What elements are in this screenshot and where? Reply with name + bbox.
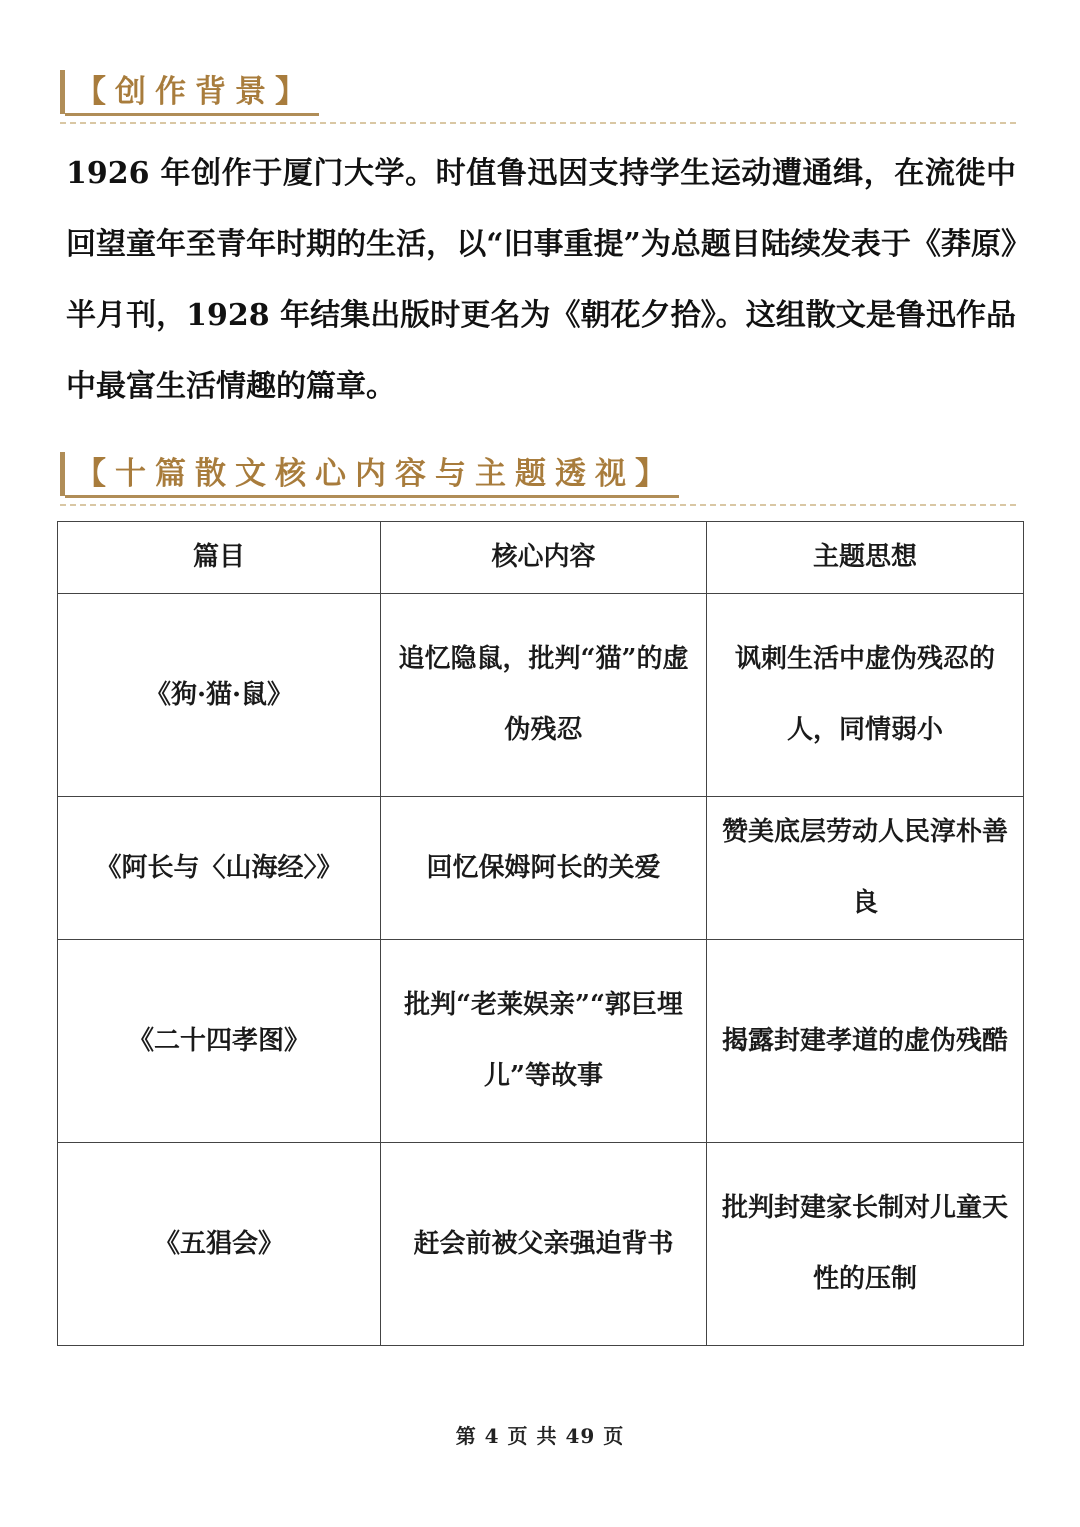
header-title: 篇目 (58, 522, 381, 594)
cell-content: 回忆保姆阿长的关爱 (381, 797, 707, 940)
table-header-row (58, 522, 1024, 594)
section-title-background (60, 70, 315, 114)
cell-content: 追忆隐鼠，批判“猫”的虚伪残忍 (381, 594, 707, 797)
cell-content: 赶会前被父亲强迫背书 (381, 1143, 707, 1346)
intro-paragraph: 1926 年创作于厦门大学。时值鲁迅因支持学生运动遭通缉，在流徙中回望童年至青年时期的生活，以“旧事重提”为总题目陆续发表于《莽原》半月刊，1928 年结集出版时更名为《朝花夕拾》。这组散文是鲁迅作品中最富生活情趣的篇章。 (66, 156, 1016, 404)
title-underline (65, 113, 319, 116)
table-row (58, 1143, 1024, 1346)
title-underline (65, 495, 679, 498)
cell-content: 批判“老莱娱亲”“郭巨埋儿”等故事 (381, 940, 707, 1143)
cell-title: 《二十四孝图》 (58, 940, 381, 1143)
header-content: 核心内容 (381, 522, 707, 594)
cell-theme: 批判封建家长制对儿童天性的压制 (707, 1143, 1024, 1346)
table-row (58, 940, 1024, 1143)
table-row (58, 594, 1024, 797)
cell-theme: 讽刺生活中虚伪残忍的人，同情弱小 (707, 594, 1024, 797)
cell-title: 《五猖会》 (58, 1143, 381, 1346)
cell-theme: 赞美底层劳动人民淳朴善良 (707, 797, 1024, 940)
section-title-core-content-text: 【十篇散文核心内容与主题透视】 (75, 456, 675, 492)
dashed-divider (60, 504, 1016, 506)
table-row (58, 797, 1024, 940)
page-number: 第 4 页 共 49 页 (455, 1424, 625, 1448)
core-content-table (57, 521, 1024, 1346)
dashed-divider (60, 122, 1016, 124)
section-title-core-content (60, 452, 675, 496)
cell-theme: 揭露封建孝道的虚伪残酷 (707, 940, 1024, 1143)
header-theme: 主题思想 (707, 522, 1024, 594)
section-title-background-text: 【创作背景】 (75, 74, 315, 110)
cell-title: 《阿长与〈山海经〉》 (58, 797, 381, 940)
cell-title: 《狗·猫·鼠》 (58, 594, 381, 797)
